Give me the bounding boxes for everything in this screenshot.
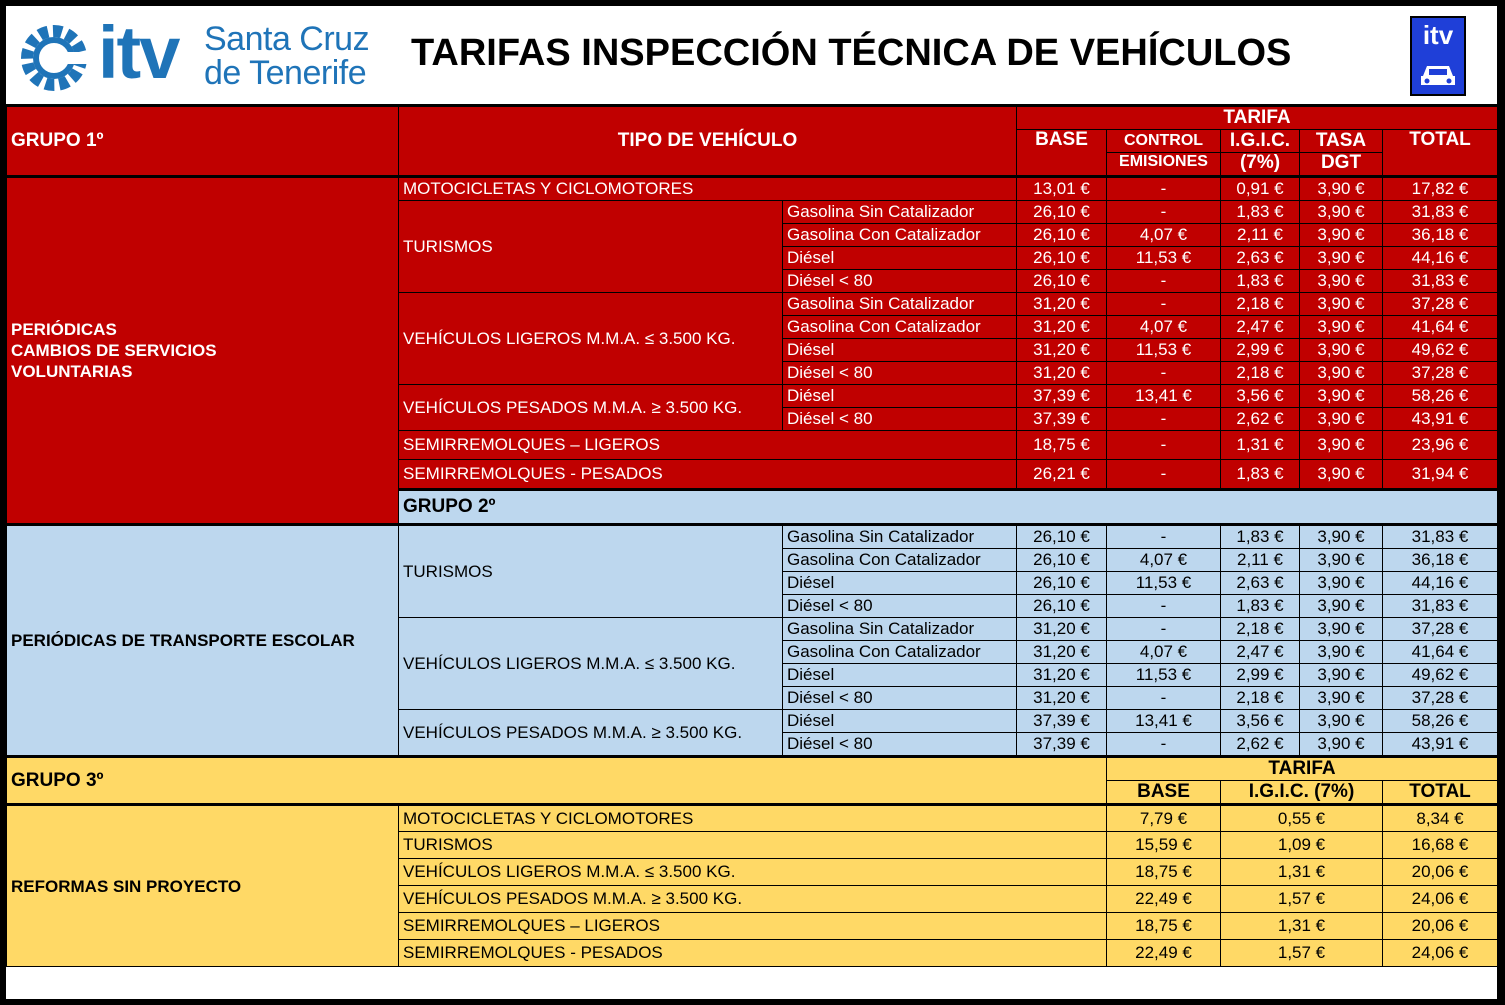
cell-control: - (1107, 270, 1221, 293)
group3-tarifa-header: TARIFA (1107, 757, 1498, 781)
control-header-line2: EMISIONES (1107, 153, 1221, 177)
row-label: MOTOCICLETAS Y CICLOMOTORES (399, 805, 1107, 832)
row-group-label: TURISMOS (399, 201, 783, 293)
cell-base: 18,75 € (1107, 913, 1221, 940)
cell-base: 26,10 € (1017, 525, 1107, 549)
cell-base: 13,01 € (1017, 177, 1107, 201)
cell-igic: 2,99 € (1221, 664, 1300, 687)
cell-igic: 2,18 € (1221, 618, 1300, 641)
cell-igic: 1,83 € (1221, 460, 1300, 490)
cell-total: 20,06 € (1383, 859, 1498, 886)
row-group-label: VEHÍCULOS LIGEROS M.M.A. ≤ 3.500 KG. (399, 618, 783, 710)
cell-tasa: 3,90 € (1300, 247, 1383, 270)
cell-total: 24,06 € (1383, 940, 1498, 967)
cell-base: 26,10 € (1017, 247, 1107, 270)
cell-control: 11,53 € (1107, 572, 1221, 595)
cell-tasa: 3,90 € (1300, 316, 1383, 339)
igic-header-line1: I.G.I.C. (1221, 130, 1300, 153)
cell-control: - (1107, 460, 1221, 490)
igic-header-line2: (7%) (1221, 153, 1300, 177)
row-group-label: VEHÍCULOS PESADOS M.M.A. ≥ 3.500 KG. (399, 385, 783, 431)
cell-tasa: 3,90 € (1300, 293, 1383, 316)
cell-total: 37,28 € (1383, 687, 1498, 710)
group1-category-line1: PERIÓDICAS (11, 320, 117, 339)
cell-base: 22,49 € (1107, 940, 1221, 967)
cell-total: 49,62 € (1383, 339, 1498, 362)
row-sublabel: Gasolina Con Catalizador (783, 224, 1017, 247)
cell-igic: 2,62 € (1221, 733, 1300, 757)
cell-base: 31,20 € (1017, 687, 1107, 710)
cell-base: 31,20 € (1017, 362, 1107, 385)
group1-title: GRUPO 1º (7, 106, 399, 177)
cell-total: 31,83 € (1383, 595, 1498, 618)
cell-base: 37,39 € (1017, 385, 1107, 408)
cell-base: 31,20 € (1017, 618, 1107, 641)
cell-control: - (1107, 408, 1221, 431)
cell-control: 13,41 € (1107, 385, 1221, 408)
car-icon (1412, 52, 1464, 92)
row-group-label: TURISMOS (399, 525, 783, 618)
group3-title: GRUPO 3º (7, 757, 1107, 805)
group3-base-header: BASE (1107, 781, 1221, 805)
cell-igic: 3,56 € (1221, 385, 1300, 408)
cell-control: 4,07 € (1107, 316, 1221, 339)
cell-igic: 1,57 € (1221, 886, 1383, 913)
cell-control: - (1107, 362, 1221, 385)
cell-igic: 0,55 € (1221, 805, 1383, 832)
row-sublabel: Diésel (783, 385, 1017, 408)
cell-control: - (1107, 293, 1221, 316)
cell-control: - (1107, 618, 1221, 641)
cell-igic: 1,83 € (1221, 595, 1300, 618)
tasa-header-line1: TASA (1300, 130, 1383, 153)
page-title: TARIFAS INSPECCIÓN TÉCNICA DE VEHÍCULOS (411, 32, 1292, 74)
row-label: SEMIRREMOLQUES – LIGEROS (399, 913, 1107, 940)
cell-base: 26,10 € (1017, 201, 1107, 224)
cell-base: 37,39 € (1017, 733, 1107, 757)
cell-tasa: 3,90 € (1300, 460, 1383, 490)
cell-total: 44,16 € (1383, 247, 1498, 270)
group1-category-line3: VOLUNTARIAS (11, 362, 133, 381)
cell-tasa: 3,90 € (1300, 687, 1383, 710)
group2-title: GRUPO 2º (399, 490, 1498, 525)
cell-control: 4,07 € (1107, 549, 1221, 572)
cell-tasa: 3,90 € (1300, 224, 1383, 247)
cell-base: 26,10 € (1017, 224, 1107, 247)
tipo-vehiculo-header: TIPO DE VEHÍCULO (399, 106, 1017, 177)
cell-igic: 1,83 € (1221, 525, 1300, 549)
cell-tasa: 3,90 € (1300, 664, 1383, 687)
cell-base: 26,10 € (1017, 549, 1107, 572)
cell-tasa: 3,90 € (1300, 270, 1383, 293)
cell-total: 31,94 € (1383, 460, 1498, 490)
cell-tasa: 3,90 € (1300, 710, 1383, 733)
cell-tasa: 3,90 € (1300, 362, 1383, 385)
cell-base: 22,49 € (1107, 886, 1221, 913)
row-sublabel: Diésel (783, 339, 1017, 362)
cell-total: 24,06 € (1383, 886, 1498, 913)
cell-total: 58,26 € (1383, 385, 1498, 408)
cell-tasa: 3,90 € (1300, 431, 1383, 460)
logo-city-line2: de Tenerife (204, 54, 367, 92)
cell-control: 11,53 € (1107, 247, 1221, 270)
cell-igic: 1,83 € (1221, 201, 1300, 224)
cell-control: 13,41 € (1107, 710, 1221, 733)
cell-tasa: 3,90 € (1300, 572, 1383, 595)
row-sublabel: Diésel (783, 664, 1017, 687)
cell-igic: 2,63 € (1221, 572, 1300, 595)
cell-control: - (1107, 733, 1221, 757)
cell-tasa: 3,90 € (1300, 201, 1383, 224)
row-sublabel: Diésel < 80 (783, 408, 1017, 431)
logo-itv-text: itv (98, 11, 179, 94)
cell-tasa: 3,90 € (1300, 525, 1383, 549)
cell-igic: 2,11 € (1221, 549, 1300, 572)
row-sublabel: Gasolina Sin Catalizador (783, 618, 1017, 641)
cell-control: 11,53 € (1107, 339, 1221, 362)
cell-base: 31,20 € (1017, 664, 1107, 687)
cell-total: 36,18 € (1383, 549, 1498, 572)
cell-total: 58,26 € (1383, 710, 1498, 733)
cell-control: - (1107, 525, 1221, 549)
cell-tasa: 3,90 € (1300, 595, 1383, 618)
cell-base: 31,20 € (1017, 316, 1107, 339)
row-sublabel: Gasolina Con Catalizador (783, 549, 1017, 572)
cell-base: 31,20 € (1017, 641, 1107, 664)
row-sublabel: Diésel (783, 572, 1017, 595)
group2-category: PERIÓDICAS DE TRANSPORTE ESCOLAR (7, 525, 399, 757)
cell-tasa: 3,90 € (1300, 733, 1383, 757)
cell-igic: 2,47 € (1221, 641, 1300, 664)
cell-total: 20,06 € (1383, 913, 1498, 940)
row-label: VEHÍCULOS PESADOS M.M.A. ≥ 3.500 KG. (399, 886, 1107, 913)
cell-base: 18,75 € (1017, 431, 1107, 460)
tariff-sheet (6, 6, 1497, 999)
row-sublabel: Diésel < 80 (783, 270, 1017, 293)
group1-category (7, 177, 399, 525)
control-header-line1: CONTROL (1107, 130, 1221, 153)
row-sublabel: Diésel < 80 (783, 687, 1017, 710)
row-sublabel: Diésel < 80 (783, 362, 1017, 385)
cell-igic: 2,11 € (1221, 224, 1300, 247)
itv-badge-text: itv (1422, 20, 1454, 50)
cell-igic: 2,18 € (1221, 362, 1300, 385)
cell-total: 16,68 € (1383, 832, 1498, 859)
tasa-header-line2: DGT (1300, 153, 1383, 177)
cell-total: 31,83 € (1383, 201, 1498, 224)
cell-total: 8,34 € (1383, 805, 1498, 832)
row-sublabel: Diésel (783, 247, 1017, 270)
cell-igic: 2,62 € (1221, 408, 1300, 431)
header (6, 6, 1497, 104)
cell-total: 37,28 € (1383, 362, 1498, 385)
cell-total: 37,28 € (1383, 293, 1498, 316)
cell-total: 41,64 € (1383, 641, 1498, 664)
table-row (7, 525, 1498, 549)
cell-control: - (1107, 201, 1221, 224)
row-label: TURISMOS (399, 832, 1107, 859)
group3-header-row (7, 757, 1498, 781)
cell-control: 4,07 € (1107, 641, 1221, 664)
cell-total: 44,16 € (1383, 572, 1498, 595)
group3-igic-header: I.G.I.C. (7%) (1221, 781, 1383, 805)
cell-igic: 2,18 € (1221, 293, 1300, 316)
itv-badge (1410, 16, 1466, 96)
cell-total: 17,82 € (1383, 177, 1498, 201)
row-sublabel: Gasolina Sin Catalizador (783, 293, 1017, 316)
cell-tasa: 3,90 € (1300, 339, 1383, 362)
cell-base: 37,39 € (1017, 710, 1107, 733)
cell-tasa: 3,90 € (1300, 641, 1383, 664)
cell-control: - (1107, 431, 1221, 460)
cell-control: - (1107, 595, 1221, 618)
cell-tasa: 3,90 € (1300, 177, 1383, 201)
cell-base: 15,59 € (1107, 832, 1221, 859)
cell-total: 43,91 € (1383, 733, 1498, 757)
cell-control: - (1107, 687, 1221, 710)
cell-igic: 1,31 € (1221, 913, 1383, 940)
cell-igic: 3,56 € (1221, 710, 1300, 733)
table-row (7, 805, 1498, 832)
base-header: BASE (1017, 130, 1107, 177)
cell-total: 37,28 € (1383, 618, 1498, 641)
row-group-label: VEHÍCULOS PESADOS M.M.A. ≥ 3.500 KG. (399, 710, 783, 757)
cell-igic: 2,63 € (1221, 247, 1300, 270)
cell-control: - (1107, 177, 1221, 201)
cell-total: 43,91 € (1383, 408, 1498, 431)
cell-base: 18,75 € (1107, 859, 1221, 886)
itv-logo (20, 11, 390, 98)
row-sublabel: Gasolina Con Catalizador (783, 641, 1017, 664)
row-label: SEMIRREMOLQUES – LIGEROS (399, 431, 1017, 460)
logo-city-line1: Santa Cruz (204, 20, 370, 58)
cell-base: 26,10 € (1017, 270, 1107, 293)
group1-category-line2: CAMBIOS DE SERVICIOS (11, 341, 217, 360)
cell-base: 26,10 € (1017, 595, 1107, 618)
row-label: MOTOCICLETAS Y CICLOMOTORES (399, 177, 1017, 201)
cell-igic: 0,91 € (1221, 177, 1300, 201)
cell-base: 31,20 € (1017, 293, 1107, 316)
row-group-label: VEHÍCULOS LIGEROS M.M.A. ≤ 3.500 KG. (399, 293, 783, 385)
cell-igic: 1,31 € (1221, 431, 1300, 460)
row-label: VEHÍCULOS LIGEROS M.M.A. ≤ 3.500 KG. (399, 859, 1107, 886)
tariff-table (6, 104, 1498, 967)
row-sublabel: Gasolina Con Catalizador (783, 316, 1017, 339)
total-header: TOTAL (1383, 130, 1498, 177)
cell-total: 31,83 € (1383, 270, 1498, 293)
cell-base: 26,10 € (1017, 572, 1107, 595)
cell-tasa: 3,90 € (1300, 408, 1383, 431)
cell-base: 7,79 € (1107, 805, 1221, 832)
table-row (7, 177, 1498, 201)
group3-total-header: TOTAL (1383, 781, 1498, 805)
gear-icon (20, 18, 90, 98)
cell-tasa: 3,90 € (1300, 549, 1383, 572)
row-sublabel: Gasolina Sin Catalizador (783, 525, 1017, 549)
cell-total: 36,18 € (1383, 224, 1498, 247)
cell-total: 31,83 € (1383, 525, 1498, 549)
cell-control: 11,53 € (1107, 664, 1221, 687)
cell-total: 49,62 € (1383, 664, 1498, 687)
cell-base: 26,21 € (1017, 460, 1107, 490)
group1-header-row (7, 106, 1498, 130)
cell-tasa: 3,90 € (1300, 385, 1383, 408)
cell-total: 23,96 € (1383, 431, 1498, 460)
row-label: SEMIRREMOLQUES - PESADOS (399, 460, 1017, 490)
row-sublabel: Diésel (783, 710, 1017, 733)
group3-category: REFORMAS SIN PROYECTO (7, 805, 399, 967)
cell-tasa: 3,90 € (1300, 618, 1383, 641)
cell-igic: 2,99 € (1221, 339, 1300, 362)
cell-igic: 1,57 € (1221, 940, 1383, 967)
cell-igic: 2,47 € (1221, 316, 1300, 339)
row-sublabel: Gasolina Sin Catalizador (783, 201, 1017, 224)
cell-igic: 1,09 € (1221, 832, 1383, 859)
cell-igic: 1,31 € (1221, 859, 1383, 886)
cell-total: 41,64 € (1383, 316, 1498, 339)
cell-control: 4,07 € (1107, 224, 1221, 247)
cell-base: 37,39 € (1017, 408, 1107, 431)
cell-igic: 1,83 € (1221, 270, 1300, 293)
tarifa-header: TARIFA (1017, 106, 1498, 130)
cell-igic: 2,18 € (1221, 687, 1300, 710)
row-sublabel: Diésel < 80 (783, 733, 1017, 757)
row-sublabel: Diésel < 80 (783, 595, 1017, 618)
cell-base: 31,20 € (1017, 339, 1107, 362)
row-label: SEMIRREMOLQUES - PESADOS (399, 940, 1107, 967)
